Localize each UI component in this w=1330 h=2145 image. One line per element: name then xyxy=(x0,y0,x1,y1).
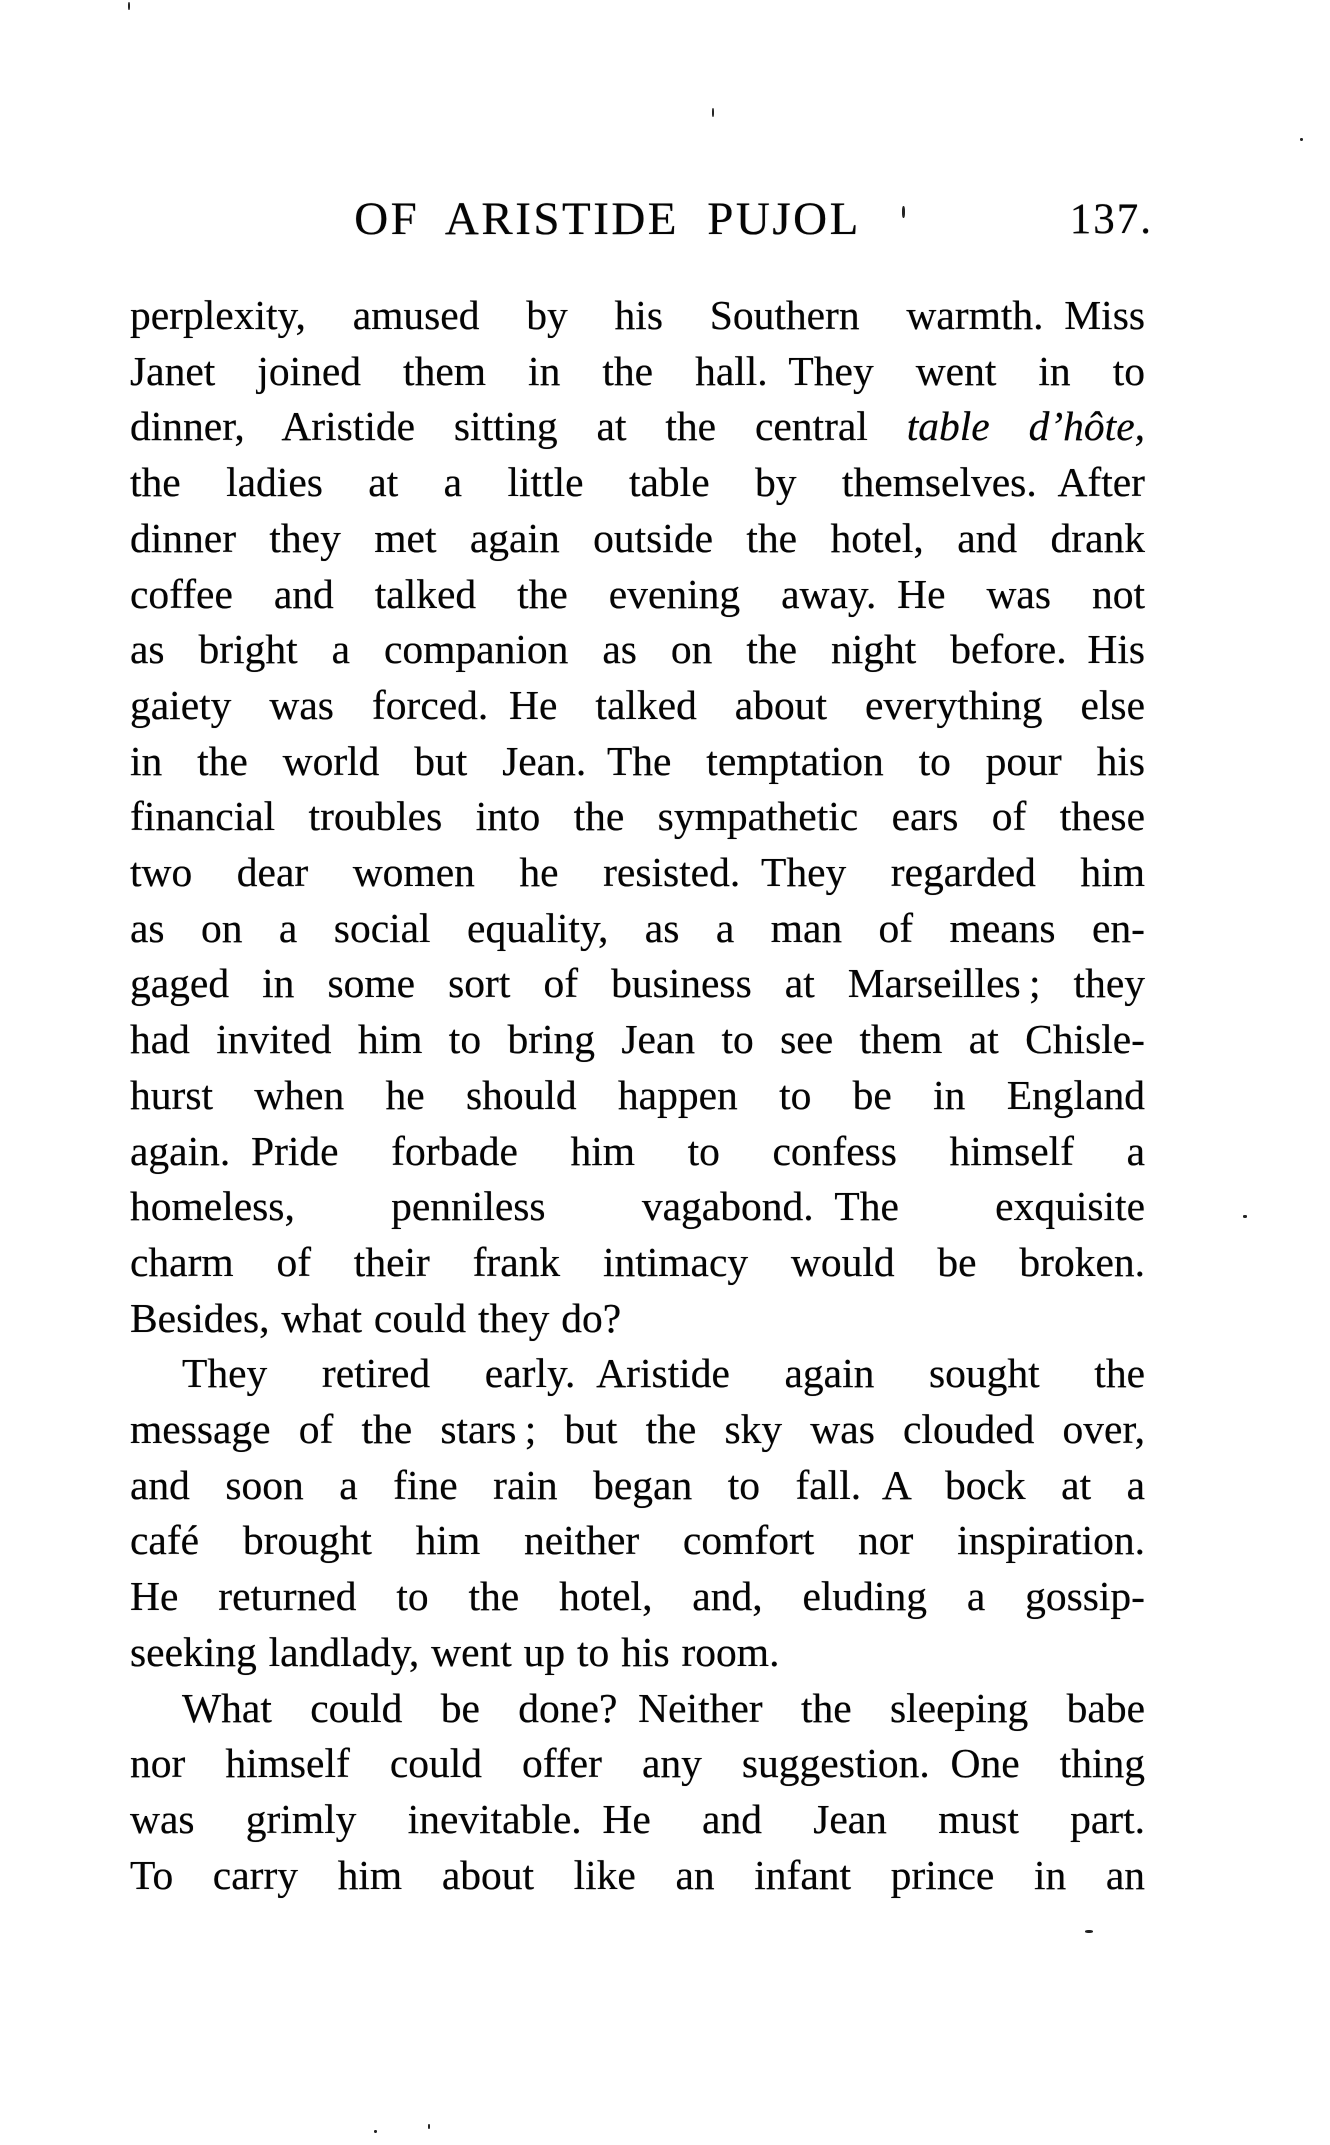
text-segment: Besides, what could they do? xyxy=(130,1294,622,1341)
text-segment: café brought him neither comfort nor inspiration. xyxy=(130,1517,1145,1564)
running-header-title: OF ARISTIDE PUJOL xyxy=(354,193,861,245)
text-segment: perplexity, amused by his Southern warmth. Miss xyxy=(130,292,1145,338)
scan-speck xyxy=(902,206,905,218)
text-segment: financial troubles into the sympathetic ears of these xyxy=(130,793,1145,840)
text-segment: homeless, penniless vagabond. The exquisite xyxy=(130,1183,1145,1230)
text-line xyxy=(130,1012,1145,1068)
text-segment: the ladies at a little table by themselves. After xyxy=(130,459,1145,506)
page-number: 137. xyxy=(1069,196,1153,243)
text-line xyxy=(130,1569,1145,1625)
text-segment: two dear women he resisted. They regarded him xyxy=(130,849,1145,896)
text-line xyxy=(130,1179,1145,1235)
text-segment: had invited him to bring Jean to see them at Chisle- xyxy=(130,1016,1145,1063)
text-segment: nor himself could offer any suggestion. One thing xyxy=(130,1740,1145,1787)
scan-speck xyxy=(374,2130,377,2133)
text-line xyxy=(130,1458,1145,1514)
text-line xyxy=(130,567,1145,623)
text-segment: charm of their frank intimacy would be broken. xyxy=(130,1238,1145,1285)
text-line xyxy=(130,1848,1145,1904)
text-line xyxy=(130,956,1145,1012)
text-line xyxy=(130,1291,1145,1347)
text-line xyxy=(130,789,1145,845)
text-line xyxy=(130,1235,1145,1291)
text-line xyxy=(130,1681,1145,1737)
text-segment: To carry him about like an infant prince in an xyxy=(130,1851,1145,1898)
text-line xyxy=(130,344,1145,400)
text-line xyxy=(130,1402,1145,1458)
text-line xyxy=(130,1736,1145,1792)
scan-speck xyxy=(712,108,714,117)
scan-speck xyxy=(1300,138,1303,141)
text-segment: dinner they met again outside the hotel, and drank xyxy=(130,514,1145,561)
text-line xyxy=(130,734,1145,790)
text-line xyxy=(130,455,1145,511)
body-text xyxy=(130,288,1145,1903)
text-segment: dinner, Aristide sitting at the central xyxy=(130,403,907,450)
text-line xyxy=(130,1792,1145,1848)
text-segment: He returned to the hotel, and, eluding a gossip- xyxy=(130,1573,1145,1620)
text-segment: as on a social equality, as a man of means en- xyxy=(130,904,1145,951)
text-segment: They retired early. Aristide again sought the xyxy=(182,1350,1145,1397)
text-segment: message of the stars ; but the sky was clouded over, xyxy=(130,1406,1145,1453)
text-line xyxy=(130,845,1145,901)
text-segment: and soon a fine rain began to fall. A bock at a xyxy=(130,1461,1145,1508)
text-segment: was grimly inevitable. He and Jean must part. xyxy=(130,1795,1145,1842)
text-line xyxy=(130,1625,1145,1681)
text-segment: hurst when he should happen to be in England xyxy=(130,1071,1145,1118)
text-segment: What could be done? Neither the sleeping babe xyxy=(182,1684,1145,1731)
page-header xyxy=(130,192,1153,252)
scan-speck xyxy=(1243,1215,1247,1218)
text-segment: as bright a companion as on the night before. His xyxy=(130,626,1145,673)
text-line xyxy=(130,288,1145,344)
text-line xyxy=(130,901,1145,957)
text-line xyxy=(130,678,1145,734)
text-line xyxy=(130,1124,1145,1180)
scan-speck xyxy=(1085,1930,1093,1933)
text-line xyxy=(130,1346,1145,1402)
text-segment: in the world but Jean. The temptation to pour his xyxy=(130,737,1145,784)
scan-speck xyxy=(128,2,130,10)
text-segment: seeking landlady, went up to his room. xyxy=(130,1628,780,1675)
text-segment: gaged in some sort of business at Marseilles ; they xyxy=(130,960,1145,1007)
text-line xyxy=(130,1513,1145,1569)
text-segment: Janet joined them in the hall. They went in to xyxy=(130,347,1145,394)
text-line xyxy=(130,399,1145,455)
text-segment: gaiety was forced. He talked about everything else xyxy=(130,681,1145,728)
text-segment: coffee and talked the evening away. He was not xyxy=(130,570,1145,617)
italic-phrase: table d’hôte, xyxy=(906,403,1146,450)
text-segment: again. Pride forbade him to confess himself a xyxy=(130,1127,1145,1174)
text-line xyxy=(130,622,1145,678)
text-line xyxy=(130,1068,1145,1124)
scan-speck xyxy=(428,2124,430,2129)
text-line xyxy=(130,511,1145,567)
